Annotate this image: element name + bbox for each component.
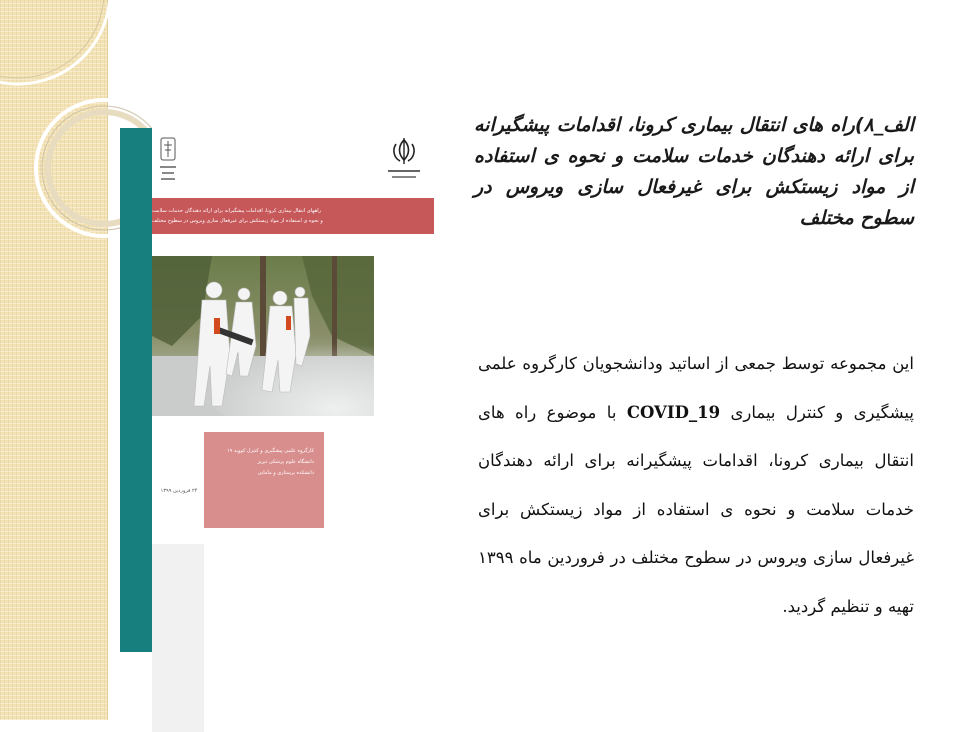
body-paragraph bbox=[478, 340, 914, 631]
covid-term: COVID_19 bbox=[626, 402, 721, 422]
cover-pink-line2: دانشگاه علوم پزشکی تبریز bbox=[257, 459, 314, 465]
cover-title-band bbox=[152, 198, 434, 234]
body-part2: با موضوع راه های انتقال بیماری کرونا، اقدامات پیشگیرانه برای ارائه دهندگان خدمات سلامت و نحوه ی استفاده از مواد زیستکش برای غیرفعال سازی ویروس در سطوح مختلف در فروردین ماه ۱۳۹۹ تهیه و تنظیم گردید. bbox=[478, 402, 914, 616]
body-part1: این مجموعه توسط جمعی از اساتید ودانشجویان کارگروه علمی پیشگیری و کنترل بیماری bbox=[478, 354, 915, 422]
cover-pink-panel bbox=[204, 432, 324, 528]
cover-teal-spine bbox=[120, 128, 152, 652]
university-logo-icon bbox=[158, 136, 178, 192]
slide-heading: الف_۸)راه های انتقال بیماری کرونا، اقدامات پیشگیرانه برای ارائه دهندگان خدمات سلامت و نحوه ی استفاده از مواد زیستکش برای غیرفعال سازی ویروس در سطوح مختلف bbox=[474, 114, 914, 229]
cover-title-line1: راههای انتقال بیماری کرونا، اقدامات پیشگیرانه برای ارائه دهندگان خدمات سلامت bbox=[152, 208, 322, 214]
ministry-emblem-icon bbox=[382, 134, 426, 186]
disinfection-workers-photo bbox=[152, 256, 374, 416]
cover-title-line2: و نحوه ی استفاده از مواد زیستکش برای غیرفعال سازی ویروس در سطوح مختلف bbox=[152, 218, 323, 224]
cover-pink-line1: کارگروه علمی پیشگیری و کنترل کووید ۱۹ bbox=[226, 448, 314, 454]
booklet-cover-image bbox=[120, 128, 434, 652]
cover-date: ۲۴ فروردین ۱۳۹۹ bbox=[160, 488, 198, 494]
cover-white-panel bbox=[152, 544, 204, 732]
cover-pink-line3: دانشکده پرستاری و مامایی bbox=[257, 470, 314, 476]
